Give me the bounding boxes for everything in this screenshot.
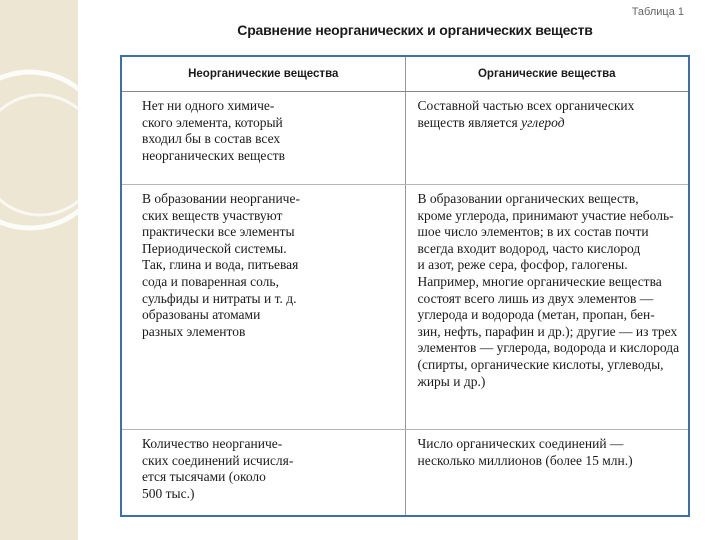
table-row	[122, 185, 688, 430]
comparison-table	[120, 55, 690, 517]
cell-organic	[405, 92, 688, 185]
table-header-row	[122, 57, 688, 92]
table-row	[122, 430, 688, 516]
cell-inorganic: Нет ни одного химиче- ского элемента, который входил бы в состав всех неорганических веществ	[122, 92, 405, 185]
decorative-rings-icon	[0, 60, 120, 240]
cell-inorganic: В образовании неорганиче- ских веществ участвуют практически все элементы Периодической системы. Так, глина и вода, питьевая сода и поваренная соль, сульфиды и нитраты и т. д. образованы атомами разных элементов	[122, 185, 405, 430]
header-organic: Органические вещества	[405, 57, 688, 92]
decorative-side-strip	[0, 0, 78, 540]
page-label: Таблица 1	[631, 6, 684, 18]
table-row	[122, 92, 688, 185]
page-title: Сравнение неорганических и органических веществ	[237, 22, 593, 38]
cell-organic-italic: углерод	[521, 114, 565, 130]
cell-organic-text: Составной частью всех органических веществ является	[417, 98, 635, 130]
cell-organic: Число органических соединений — несколько миллионов (более 15 млн.)	[417, 436, 633, 468]
cell-inorganic: Количество неорганиче- ских соединений исчисля- ется тысячами (около 500 тыс.)	[122, 430, 405, 516]
header-inorganic: Неорганические вещества	[122, 57, 405, 92]
cell-organic: В образовании органических веществ, кроме углерода, принимают участие неболь- шое число элементов; в их состав почти всегда входит водород, часто кислород и азот, реже сера, фосфор, галогены. Например, многие органические вещества состоят всего лишь из двух элементов — углерода и водорода (метан, пропан, бен- зин, нефть, парафин и др.); другие — из трех элементов — углерода, водорода и кислорода (спирты, органические кислоты, углеводы, жиры и др.)	[405, 185, 688, 430]
